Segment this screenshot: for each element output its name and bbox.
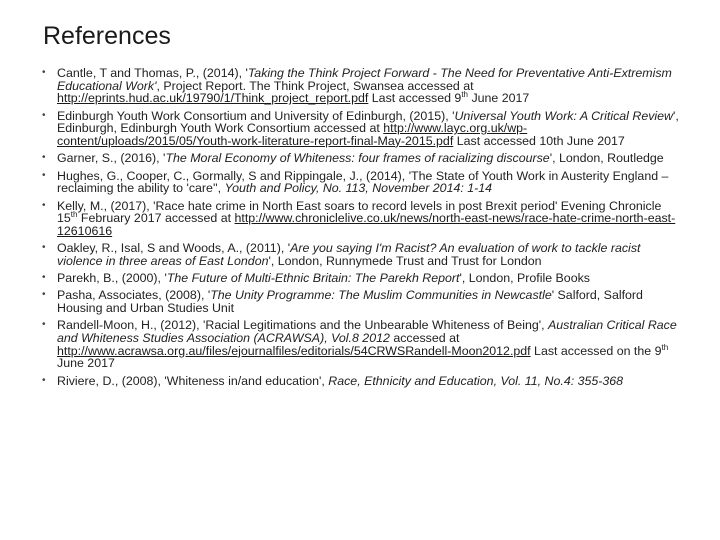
reference-item — [40, 272, 680, 285]
reference-title: Australian Critical Race and Whiteness Studies Association (ACRAWSA), Vol.8 2012 — [57, 318, 677, 346]
bullet-icon: • — [42, 242, 46, 254]
reference-link[interactable]: http://www.acrawsa.org.au/files/ejournalfiles/editorials/54CRWSRandell-Moon2012.pdf — [57, 343, 531, 358]
bullet-icon: • — [42, 289, 46, 301]
reference-text: Garner, S., (2016), ' — [57, 151, 166, 166]
reference-text: Oakley, R., Isal, S and Woods, A., (2011), ' — [57, 241, 291, 256]
reference-text: June 2017 — [57, 356, 115, 371]
reference-title: Youth and Policy, No. 113, November 2014: 1-14 — [224, 181, 493, 196]
reference-item — [40, 152, 680, 165]
reference-text: , Project Report. The Think Project, Swansea accessed at — [156, 78, 474, 93]
bullet-icon: • — [42, 374, 46, 386]
reference-text: ' Salford, Salford Housing and Urban Studies Unit — [57, 288, 643, 316]
reference-item — [40, 67, 680, 105]
reference-link[interactable]: http://www.chroniclelive.co.uk/news/north-east-news/race-hate-crime-north-east-12610616 — [57, 211, 676, 238]
reference-item — [40, 242, 680, 267]
reference-text: Hughes, G., Cooper, C., Gormally, S and Rippingale, J., (2014), 'The State of Youth Work in Austerity England – reclaiming the ability to 'care'', — [57, 168, 669, 196]
reference-text: February 2017 accessed at — [77, 211, 235, 226]
reference-text: Edinburgh Youth Work Consortium and University of Edinburgh, (2015), ' — [57, 108, 455, 123]
reference-text: Kelly, M., (2017), 'Race hate crime in North East soars to record levels in post Brexit period' Evening Chronicle 15 — [57, 198, 662, 226]
reference-text: Riviere, D., (2008), 'Whiteness in/and education', — [57, 373, 329, 388]
reference-text: ', Edinburgh, Edinburgh Youth Work Consortium accessed at — [57, 108, 679, 136]
reference-text: Randell-Moon, H., (2012), 'Racial Legitimations and the Unbearable Whiteness of Being', — [57, 318, 548, 333]
reference-title: The Unity Programme: The Muslim Communities in Newcastle — [210, 288, 552, 303]
reference-text: Parekh, B., (2000), ' — [57, 271, 167, 286]
reference-title: Are you saying I'm Racist? An evaluation of work to tackle racist violence in three areas of East London — [57, 241, 641, 268]
reference-text: ', London, Runnymede Trust and Trust for London — [268, 253, 542, 268]
reference-text: ', London, Routledge — [549, 151, 664, 166]
ordinal-suffix: th — [661, 342, 669, 352]
slide-title: References — [43, 22, 171, 50]
bullet-icon: • — [42, 199, 46, 211]
reference-title: Taking the Think Project Forward - The Need for Preventative Anti-Extremism Educational Work' — [57, 66, 672, 93]
reference-item — [40, 110, 680, 148]
bullet-icon: • — [42, 152, 46, 164]
bullet-icon: • — [42, 272, 46, 284]
reference-link[interactable]: http://www.layc.org.uk/wp-content/uploads/2015/05/Youth-work-literature-report-final-May-2015.pdf — [57, 121, 528, 148]
reference-text: ', London, Profile Books — [459, 271, 590, 286]
bullet-icon: • — [42, 169, 46, 181]
reference-item — [40, 170, 680, 195]
reference-title: The Moral Economy of Whiteness: four frames of racializing discourse — [165, 151, 550, 166]
reference-item — [40, 289, 680, 314]
reference-text: accessed at — [389, 331, 460, 346]
reference-text: Last accessed on the 9 — [530, 343, 662, 358]
reference-title: Universal Youth Work: A Critical Review — [454, 108, 673, 123]
ordinal-suffix: th — [70, 210, 78, 219]
reference-text: Pasha, Associates, (2008), ' — [57, 288, 211, 303]
reference-title: Race, Ethnicity and Education, Vol. 11, No.4: 355-368 — [328, 373, 624, 388]
reference-text: Last accessed 9 — [368, 91, 462, 106]
bullet-icon: • — [42, 67, 46, 78]
reference-item — [40, 375, 680, 388]
reference-list — [40, 67, 680, 392]
reference-text: June 2017 — [468, 91, 530, 106]
bullet-icon: • — [42, 319, 46, 331]
ordinal-suffix: th — [461, 90, 468, 100]
reference-title: The Future of Multi-Ethnic Britain: The Parekh Report — [166, 271, 460, 286]
bullet-icon: • — [42, 109, 46, 121]
reference-item — [40, 319, 680, 369]
reference-item — [40, 200, 680, 238]
reference-text: Last accessed 10th June 2017 — [453, 133, 625, 148]
reference-text: Cantle, T and Thomas, P., (2014), ' — [57, 66, 248, 80]
reference-link[interactable]: http://eprints.hud.ac.uk/19790/1/Think_project_report.pdf — [57, 91, 369, 106]
